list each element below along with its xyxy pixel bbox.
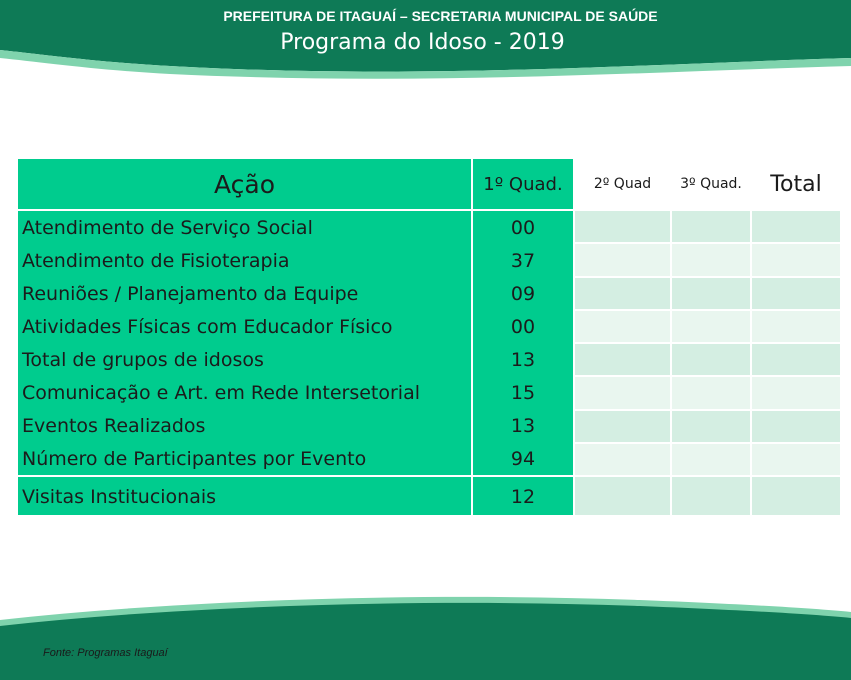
action-label: Atendimento de Fisioterapia — [22, 250, 290, 272]
q2-cell — [574, 376, 671, 409]
q2-cell — [574, 210, 671, 243]
footer-band — [0, 590, 851, 680]
q1-value: 00 — [510, 316, 536, 338]
q2-cell — [574, 243, 671, 276]
q2-cell — [574, 476, 671, 516]
column-header-total: Total — [751, 158, 841, 210]
action-label: Visitas Institucionais — [22, 486, 217, 508]
organization-title: PREFEITURA DE ITAGUAÍ – SECRETARIA MUNICIPAL DE SAÚDE — [223, 8, 658, 24]
table-row — [17, 210, 841, 243]
q1-values-cell — [472, 210, 574, 476]
action-label: Total de grupos de idosos — [22, 349, 264, 371]
table-row — [17, 476, 841, 516]
q1-value: 13 — [510, 349, 536, 371]
total-cell — [751, 410, 841, 443]
action-label: Eventos Realizados — [22, 415, 206, 437]
q3-cell — [671, 243, 751, 276]
q1-value: 37 — [510, 250, 536, 272]
page-title: Programa do Idoso - 2019 — [280, 30, 565, 55]
q3-cell — [671, 343, 751, 376]
q1-value: 94 — [510, 448, 536, 470]
total-cell — [751, 243, 841, 276]
q2-cell — [574, 410, 671, 443]
q1-value: 00 — [510, 217, 536, 239]
q1-value: 12 — [510, 486, 536, 508]
total-cell — [751, 277, 841, 310]
q3-cell — [671, 476, 751, 516]
q2-cell — [574, 343, 671, 376]
q3-cell — [671, 376, 751, 409]
q3-cell — [671, 410, 751, 443]
total-cell — [751, 210, 841, 243]
q2-cell — [574, 277, 671, 310]
q1-value: 13 — [510, 415, 536, 437]
q1-cell — [472, 476, 574, 516]
total-cell — [751, 443, 841, 476]
q3-cell — [671, 443, 751, 476]
total-cell — [751, 310, 841, 343]
total-cell — [751, 476, 841, 516]
action-label: Atendimento de Serviço Social — [22, 217, 313, 239]
source-note: Fonte: Programas Itaguaí — [43, 647, 168, 659]
q3-cell — [671, 210, 751, 243]
column-header-q1: 1º Quad. — [472, 158, 574, 210]
q2-cell — [574, 443, 671, 476]
column-header-q3: 3º Quad. — [671, 158, 751, 210]
column-header-q2: 2º Quad — [574, 158, 671, 210]
q1-value: 09 — [510, 283, 536, 305]
total-cell — [751, 343, 841, 376]
q1-value: 15 — [510, 382, 536, 404]
action-label: Atividades Físicas com Educador Físico — [22, 316, 393, 338]
column-header-acao: Ação — [17, 158, 472, 210]
q3-cell — [671, 277, 751, 310]
q3-cell — [671, 310, 751, 343]
table-header-row — [17, 158, 841, 210]
action-label: Número de Participantes por Evento — [22, 448, 367, 470]
total-cell — [751, 376, 841, 409]
q2-cell — [574, 310, 671, 343]
action-label: Comunicação e Art. em Rede Intersetorial — [22, 382, 421, 404]
action-label: Reuniões / Planejamento da Equipe — [22, 283, 359, 305]
action-cell — [17, 476, 472, 516]
program-table — [16, 157, 842, 517]
action-list-cell — [17, 210, 472, 476]
